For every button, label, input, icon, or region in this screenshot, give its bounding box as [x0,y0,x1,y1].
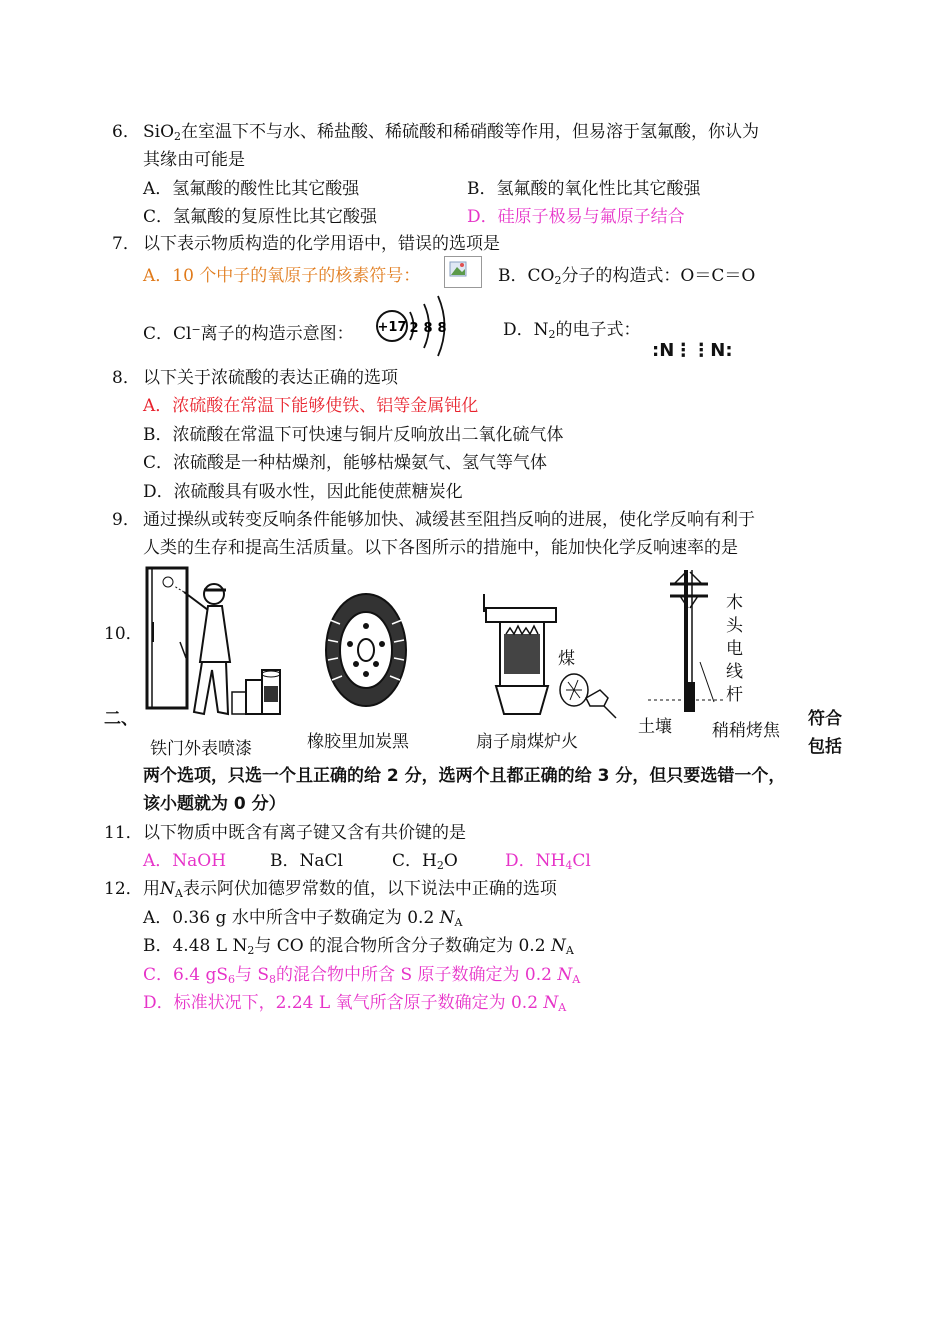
q8-option-a: A．浓硫酸在常温下能够使铁、铝等金属钝化 [143,396,479,416]
q11-number: 11． [104,823,143,843]
q6-option-d: D．硅原子极易与氟原子结合 [467,207,685,227]
q6-option-b: B．氢氟酸的氧化性比其它酸强 [467,179,701,199]
q6-option-c: C．氢氟酸的复原性比其它酸强 [143,207,378,227]
q6-number: 6． [112,122,140,142]
q11-option-c: C．$H_2O$ [392,851,458,872]
q6-stem-line2: 其缘由可能是 [143,150,245,170]
q6-option-a: A．氢氟酸的酸性比其它酸强 [143,179,360,199]
q11-stem: 以下物质中既含有离子键又含有共价键的是 [143,823,466,843]
q8-stem: 以下关于浓硫酸的表达正确的选项 [143,368,398,388]
q10-number: 10． [104,624,143,644]
q11-option-d: D．$NH_4Cl$ [505,851,591,872]
coal-stove-fanning-figure [478,590,618,730]
n2-electron-formula: :N⋮⋮N: [652,340,733,361]
shell-1-electrons: 2 [409,321,419,336]
q7-option-c: C．Cl−离子的构造示意图： [143,323,354,344]
caption-iron-door-painting: 铁门外表喷漆 [150,734,252,759]
q7-option-a: A．10 个中子的氧原子的核素符号： [143,266,421,286]
q12-option-c: C．6.4 $gS_6$与 $S_8$的混合物中所含 S 原子数确定为 0.2 $N_A$ [143,965,581,986]
section2-text-line2: 该小题就为 0 分） [143,794,286,814]
broken-image-icon [444,256,482,288]
q12-option-d: D．标准状况下，2.24 L 氧气所含原子数确定为 0.2 $N_A$ [143,993,567,1014]
caption-rubber-carbon-black: 橡胶里加炭黑 [307,727,409,752]
caption-fan-coal-stove: 扇子扇煤炉火 [476,727,578,752]
q12-number: 12． [104,879,143,899]
caption-slightly-charred: 稍稍烤焦 [712,716,780,741]
q7-option-d: D．$N_2$的电子式： [503,320,641,341]
caption-soil: 土壤 [638,712,672,737]
q8-number: 8． [112,368,140,388]
chlorine-ion-structure-diagram [372,292,454,360]
atom-nucleus-label: +17 [377,320,407,335]
rubber-tire-figure [320,590,412,710]
q9-number: 9． [112,510,140,530]
coal-label: 煤 [558,649,575,669]
q7-stem: 以下表示物质构造的化学用语中，错误的选项是 [143,234,500,254]
section2-text-right2: 包括 [808,737,842,757]
q12-stem: 用$N_A$表示阿伏加德罗常数的值，以下说法中正确的选项 [143,879,557,900]
q7-option-b: B．$CO_2$分子的构造式：O＝C＝O [498,266,756,287]
section2-text-line1: 两个选项，只选一个且正确的给 2 分，选两个且都正确的给 3 分，但只要选错一个， [143,766,786,786]
q8-option-d: D．浓硫酸具有吸水性，因此能使蔗糖炭化 [143,482,463,502]
q7-number: 7． [112,234,140,254]
q11-option-b: B．NaCl [270,851,343,871]
q8-option-b: B．浓硫酸在常温下可快速与铜片反响放出二氧化硫气体 [143,425,564,445]
wooden-pole-figure [640,562,730,720]
iron-door-painting-figure [140,562,290,730]
section2-text-right1: 符合 [808,709,842,729]
q8-option-c: C．浓硫酸是一种枯燥剂，能够枯燥氨气、氢气等气体 [143,453,548,473]
q11-option-a: A．NaOH [143,851,227,871]
q6-stem-line1: SiO$_2$在室温下不与水、稀盐酸、稀硫酸和稀硝酸等作用，但易溶于氢氟酸，你认为 [143,122,760,143]
section2-number: 二、 [104,709,138,729]
pole-vertical-label: 木 头 电 线 杆 [726,593,743,705]
shell-3-electrons: 8 [437,321,447,336]
q12-option-b: B．4.48 L $N_2$与 CO 的混合物所含分子数确定为 0.2 $N_A$ [143,936,574,957]
q9-stem-line1: 通过操纵或转变反响条件能够加快、减缓甚至阻挡反响的进展，使化学反响有利于 [143,510,755,530]
q9-stem-line2: 人类的生存和提高生活质量。以下各图所示的措施中，能加快化学反响速率的是 [143,538,738,558]
q12-option-a: A．0.36 g 水中所含中子数确定为 0.2 $N_A$ [143,908,463,929]
shell-2-electrons: 8 [423,321,433,336]
